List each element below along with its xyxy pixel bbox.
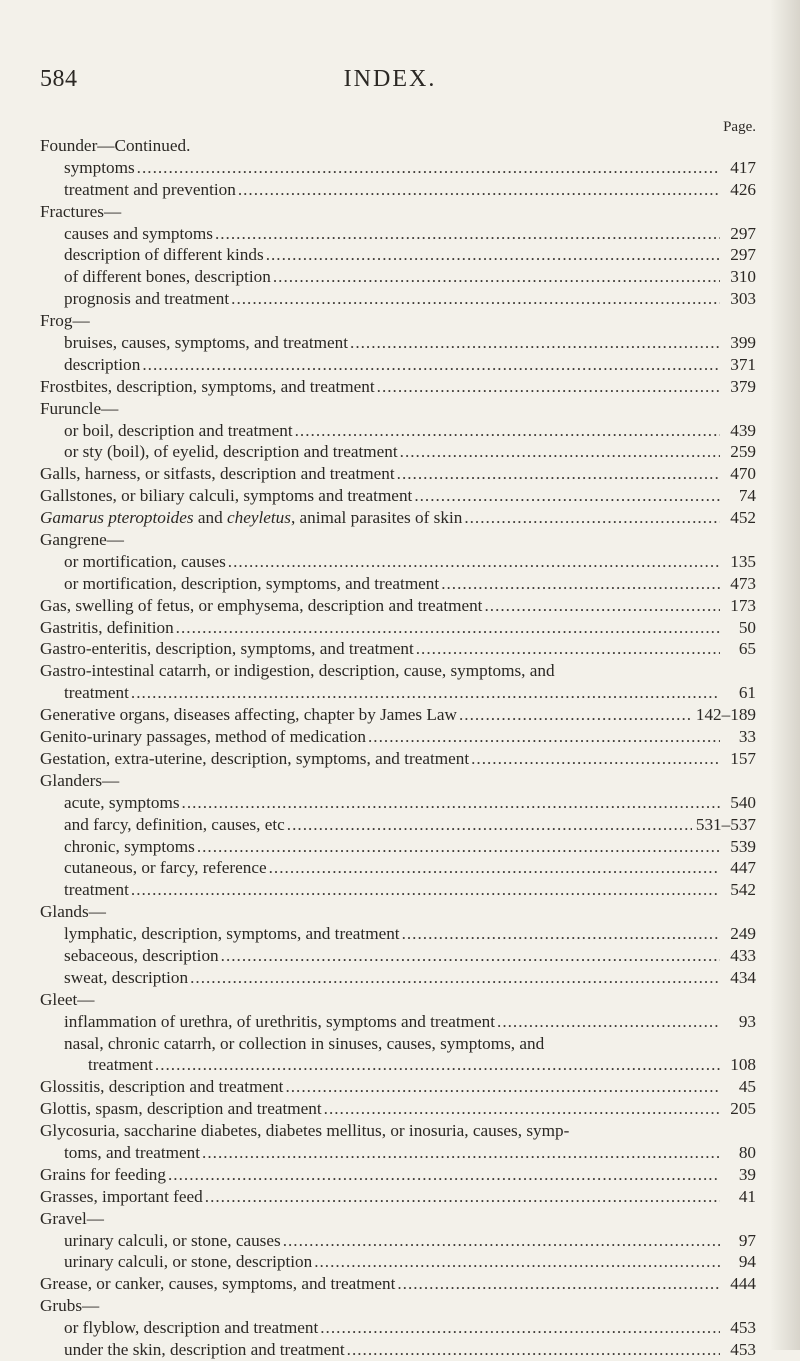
entry-heading-line <box>40 901 756 923</box>
entry-line <box>40 1076 756 1098</box>
entry-label: urinary calculi, or stone, causes <box>64 1230 281 1250</box>
entry-label: Glossitis, description and treatment <box>40 1077 284 1097</box>
dot-leader <box>295 420 720 442</box>
entry-heading-line <box>40 1208 756 1230</box>
entry-page: 33 <box>738 727 756 747</box>
entry-heading-line <box>40 1295 756 1317</box>
index-entry <box>40 967 756 989</box>
dot-leader <box>131 682 720 704</box>
entry-label: Grains for feeding <box>40 1164 166 1184</box>
dot-leader <box>350 332 720 354</box>
entry-label: causes and symptoms <box>64 223 213 243</box>
dot-leader <box>228 551 720 573</box>
entry-page: 157 <box>730 748 756 768</box>
dot-leader <box>182 792 720 814</box>
entry-page: 542 <box>730 880 756 900</box>
dot-leader <box>441 573 720 595</box>
entry-heading: Fractures— <box>40 201 122 221</box>
index-entry <box>40 223 756 245</box>
entry-label: Frostbites, description, symptoms, and treatment <box>40 376 375 396</box>
dot-leader <box>484 595 720 617</box>
entry-line <box>40 792 756 814</box>
dot-leader <box>459 704 692 726</box>
index-entry <box>40 617 756 639</box>
entry-label: Gestation, extra-uterine, description, symptoms, and treatment <box>40 748 470 768</box>
entry-heading: Gangrene— <box>40 530 124 550</box>
entry-page: 45 <box>738 1077 756 1097</box>
dot-leader <box>400 441 720 463</box>
index-entry <box>40 901 756 923</box>
entry-page: 205 <box>730 1099 756 1119</box>
entry-page: 259 <box>730 442 756 462</box>
index-entry <box>40 857 756 879</box>
entry-page: 371 <box>730 354 756 374</box>
index-entry <box>40 1054 756 1076</box>
entry-heading-line <box>40 529 756 551</box>
index-entry <box>40 463 756 485</box>
entry-label: Glottis, spasm, description and treatment <box>40 1099 322 1119</box>
index-entry <box>40 1186 756 1208</box>
index-entry <box>40 792 756 814</box>
entry-heading: Grubs— <box>40 1296 100 1316</box>
entry-line <box>40 1230 756 1252</box>
entry-label: treatment <box>64 880 129 900</box>
dot-leader <box>377 376 720 398</box>
dot-leader <box>285 1076 720 1098</box>
entry-label: sebaceous, description <box>64 945 219 965</box>
index-entry <box>40 573 756 595</box>
entry-label: acute, symptoms <box>64 792 180 812</box>
entry-wrapped-line: Gastro-intestinal catarrh, or indigestion, description, cause, symptoms, and <box>40 661 555 681</box>
dot-leader <box>238 179 720 201</box>
entry-line <box>40 836 756 858</box>
entry-page: 531–537 <box>695 814 756 834</box>
entry-line <box>40 923 756 945</box>
entry-line <box>40 814 756 836</box>
entry-page: 452 <box>730 508 756 528</box>
entry-label: cutaneous, or farcy, reference <box>64 858 267 878</box>
entry-label: Grasses, important feed <box>40 1186 203 1206</box>
entry-page: 173 <box>730 595 756 615</box>
entry-heading: Glands— <box>40 902 106 922</box>
index-entry <box>40 529 756 551</box>
entry-line <box>40 441 756 463</box>
entry-page: 399 <box>730 333 756 353</box>
entry-page: 539 <box>730 836 756 856</box>
entry-page: 142–189 <box>695 705 756 725</box>
index-entry <box>40 551 756 573</box>
index-entry <box>40 1295 756 1317</box>
index-entry <box>40 376 756 398</box>
entry-page: 303 <box>730 289 756 309</box>
entry-page: 439 <box>730 420 756 440</box>
entry-line <box>40 1164 756 1186</box>
index-entry <box>40 1317 756 1339</box>
dot-leader <box>414 485 720 507</box>
entry-page: 297 <box>730 245 756 265</box>
dot-leader <box>221 945 720 967</box>
dot-leader <box>231 288 720 310</box>
entry-line <box>40 463 756 485</box>
dot-leader <box>273 266 720 288</box>
index-entry <box>40 244 756 266</box>
index-entry <box>40 814 756 836</box>
entry-label: treatment <box>88 1055 153 1075</box>
entry-page: 65 <box>738 639 756 659</box>
entry-label: description of different kinds <box>64 245 264 265</box>
dot-leader <box>471 748 720 770</box>
entry-line <box>40 617 756 639</box>
index-entry <box>40 595 756 617</box>
entry-line <box>40 704 756 726</box>
index-entry <box>40 398 756 420</box>
dot-leader <box>320 1317 720 1339</box>
entry-page: 249 <box>730 924 756 944</box>
dot-leader <box>269 857 720 879</box>
entry-line <box>40 507 756 529</box>
entry-heading: Furuncle— <box>40 398 119 418</box>
entry-page: 39 <box>738 1164 756 1184</box>
entry-heading-line <box>40 201 756 223</box>
index-entry <box>40 1164 756 1186</box>
entry-line <box>40 879 756 901</box>
entry-label: Gas, swelling of fetus, or emphysema, description and treatment <box>40 595 483 615</box>
entry-heading: Frog— <box>40 311 90 331</box>
entry-line <box>40 1054 756 1076</box>
dot-leader <box>397 463 720 485</box>
index-entry <box>40 179 756 201</box>
dot-leader <box>168 1164 720 1186</box>
entry-wrapped-line: Glycosuria, saccharine diabetes, diabetes mellitus, or inosuria, causes, symp- <box>40 1121 570 1141</box>
entry-page: 74 <box>738 486 756 506</box>
entry-label: inflammation of urethra, of urethritis, symptoms and treatment <box>64 1011 496 1031</box>
index-entry <box>40 1251 756 1273</box>
index-entry <box>40 354 756 376</box>
dot-leader <box>497 1011 720 1033</box>
entry-label: sweat, description <box>64 967 189 987</box>
entry-line <box>40 157 756 179</box>
dot-leader <box>205 1186 720 1208</box>
entry-page: 473 <box>730 573 756 593</box>
index-topline <box>40 113 756 135</box>
index-entry <box>40 1273 756 1295</box>
entry-label: or boil, description and treatment <box>64 420 293 440</box>
entry-label: and farcy, definition, causes, etc <box>64 814 285 834</box>
entry-label: Galls, harness, or sitfasts, description and treatment <box>40 464 395 484</box>
entry-line <box>40 1251 756 1273</box>
entry-label: or flyblow, description and treatment <box>64 1318 319 1338</box>
dot-leader <box>397 1273 720 1295</box>
entry-label: chronic, symptoms <box>64 836 195 856</box>
entry-line <box>40 223 756 245</box>
entry-label: bruises, causes, symptoms, and treatment <box>64 333 349 353</box>
entry-line <box>40 266 756 288</box>
entry-page: 434 <box>730 967 756 987</box>
entry-line <box>40 485 756 507</box>
index-entry <box>40 135 756 157</box>
index-entry <box>40 157 756 179</box>
entry-page: 93 <box>738 1011 756 1031</box>
index-entry <box>40 945 756 967</box>
entry-heading-line <box>40 310 756 332</box>
dot-leader <box>190 967 720 989</box>
dot-leader <box>314 1251 720 1273</box>
dot-leader <box>215 223 720 245</box>
entry-label: of different bones, description <box>64 267 271 287</box>
index-entry <box>40 923 756 945</box>
entry-line <box>40 332 756 354</box>
entry-page: 426 <box>730 179 756 199</box>
dot-leader <box>197 836 720 858</box>
entry-page: 453 <box>730 1339 756 1359</box>
index-entry <box>40 638 756 660</box>
index-entry <box>40 1120 756 1142</box>
index-entry <box>40 660 756 682</box>
entry-page: 444 <box>730 1274 756 1294</box>
entry-label: or mortification, causes <box>64 551 226 571</box>
entry-line <box>40 748 756 770</box>
entry-line <box>40 967 756 989</box>
dot-leader <box>464 507 720 529</box>
index-entry <box>40 836 756 858</box>
entry-heading-line <box>40 135 756 157</box>
index-entry <box>40 1033 756 1055</box>
index-entry <box>40 332 756 354</box>
entry-heading: Founder—Continued. <box>40 136 191 155</box>
index-entry <box>40 1230 756 1252</box>
dot-leader <box>416 638 720 660</box>
entry-page: 97 <box>738 1230 756 1250</box>
index-entry <box>40 201 756 223</box>
index-entry <box>40 879 756 901</box>
entry-line <box>40 1317 756 1339</box>
dot-leader <box>131 879 720 901</box>
index-list <box>40 113 756 1361</box>
dot-leader <box>283 1230 720 1252</box>
page-header <box>40 58 740 98</box>
dot-leader <box>324 1098 720 1120</box>
entry-label: Gastro-enteritis, description, symptoms, and treatment <box>40 639 414 659</box>
entry-label: Gastritis, definition <box>40 617 174 637</box>
entry-line <box>40 726 756 748</box>
page-column-label: Page. <box>723 119 756 135</box>
entry-line <box>40 595 756 617</box>
entry-label: toms, and treatment <box>64 1142 201 1162</box>
entry-page: 417 <box>730 157 756 177</box>
entry-label-text: , animal parasites of skin <box>290 508 463 528</box>
entry-line <box>40 945 756 967</box>
entry-line <box>40 376 756 398</box>
dot-leader <box>142 354 720 376</box>
entry-page: 297 <box>730 223 756 243</box>
index-entry <box>40 770 756 792</box>
entry-label <box>40 507 462 529</box>
entry-page: 310 <box>730 267 756 287</box>
entry-line <box>40 1142 756 1164</box>
entry-page: 50 <box>738 617 756 637</box>
entry-line <box>40 179 756 201</box>
entry-line <box>40 1186 756 1208</box>
dot-leader <box>155 1054 720 1076</box>
index-entry <box>40 420 756 442</box>
entry-page: 135 <box>730 551 756 571</box>
index-entry <box>40 726 756 748</box>
page-number: 584 <box>40 66 78 92</box>
entry-label-text: and <box>193 508 227 528</box>
entry-heading-line <box>40 770 756 792</box>
index-entry <box>40 288 756 310</box>
page-edge-shadow <box>770 0 800 1350</box>
index-entry <box>40 704 756 726</box>
entry-line <box>40 682 756 704</box>
entry-page: 379 <box>730 376 756 396</box>
species-name: cheyletus <box>227 508 291 528</box>
dot-leader <box>137 157 720 179</box>
entry-page: 447 <box>730 858 756 878</box>
dot-leader <box>402 923 720 945</box>
entry-line <box>40 1273 756 1295</box>
entry-label: prognosis and treatment <box>64 289 230 309</box>
index-entry <box>40 310 756 332</box>
entry-label: Generative organs, diseases affecting, chapter by James Law <box>40 705 457 725</box>
index-entry <box>40 748 756 770</box>
dot-leader <box>287 814 692 836</box>
entry-line <box>40 1098 756 1120</box>
entry-page: 540 <box>730 792 756 812</box>
index-entry <box>40 441 756 463</box>
entry-line <box>40 1011 756 1033</box>
entry-heading: Gravel— <box>40 1208 104 1228</box>
entry-label: urinary calculi, or stone, description <box>64 1252 313 1272</box>
entry-label: treatment <box>64 683 129 703</box>
entry-label: Gallstones, or biliary calculi, symptoms and treatment <box>40 486 413 506</box>
index-entry <box>40 1098 756 1120</box>
index-entry <box>40 1011 756 1033</box>
index-entry <box>40 989 756 1011</box>
index-entries <box>40 135 756 1361</box>
entry-line <box>40 288 756 310</box>
entry-heading-line <box>40 398 756 420</box>
entry-page: 433 <box>730 945 756 965</box>
entry-heading: Gleet— <box>40 989 95 1009</box>
index-entry <box>40 266 756 288</box>
index-entry <box>40 507 756 529</box>
entry-page: 61 <box>738 683 756 703</box>
entry-line <box>40 551 756 573</box>
entry-wrapped-line: nasal, chronic catarrh, or collection in sinuses, causes, symptoms, and <box>64 1033 545 1053</box>
entry-page: 108 <box>730 1055 756 1075</box>
entry-label: under the skin, description and treatment <box>64 1339 345 1359</box>
entry-label: or mortification, description, symptoms, and treatment <box>64 573 440 593</box>
entry-page: 453 <box>730 1318 756 1338</box>
entry-page: 94 <box>738 1252 756 1272</box>
entry-heading: Glanders— <box>40 770 120 790</box>
dot-leader <box>368 726 720 748</box>
index-entry <box>40 1142 756 1164</box>
entry-page: 80 <box>738 1142 756 1162</box>
dot-leader <box>176 617 720 639</box>
index-entry <box>40 1208 756 1230</box>
dot-leader <box>266 244 720 266</box>
entry-heading-line <box>40 989 756 1011</box>
entry-page: 41 <box>738 1186 756 1206</box>
entry-label: Grease, or canker, causes, symptoms, and treatment <box>40 1274 396 1294</box>
entry-label: symptoms <box>64 157 135 177</box>
entry-line <box>40 573 756 595</box>
index-entry <box>40 682 756 704</box>
entry-line <box>40 244 756 266</box>
entry-label: or sty (boil), of eyelid, description and treatment <box>64 442 398 462</box>
index-entry <box>40 1076 756 1098</box>
entry-line <box>40 420 756 442</box>
entry-label: lymphatic, description, symptoms, and treatment <box>64 924 400 944</box>
entry-line <box>40 354 756 376</box>
index-entry <box>40 485 756 507</box>
entry-page: 470 <box>730 464 756 484</box>
entry-line <box>40 857 756 879</box>
dot-leader <box>202 1142 720 1164</box>
species-name: Gamarus pteroptoides <box>40 508 194 528</box>
entry-line <box>40 638 756 660</box>
running-head: INDEX. <box>343 66 437 92</box>
entry-label: treatment and prevention <box>64 179 236 199</box>
entry-label: Genito-urinary passages, method of medication <box>40 727 366 747</box>
entry-label: description <box>64 354 141 374</box>
